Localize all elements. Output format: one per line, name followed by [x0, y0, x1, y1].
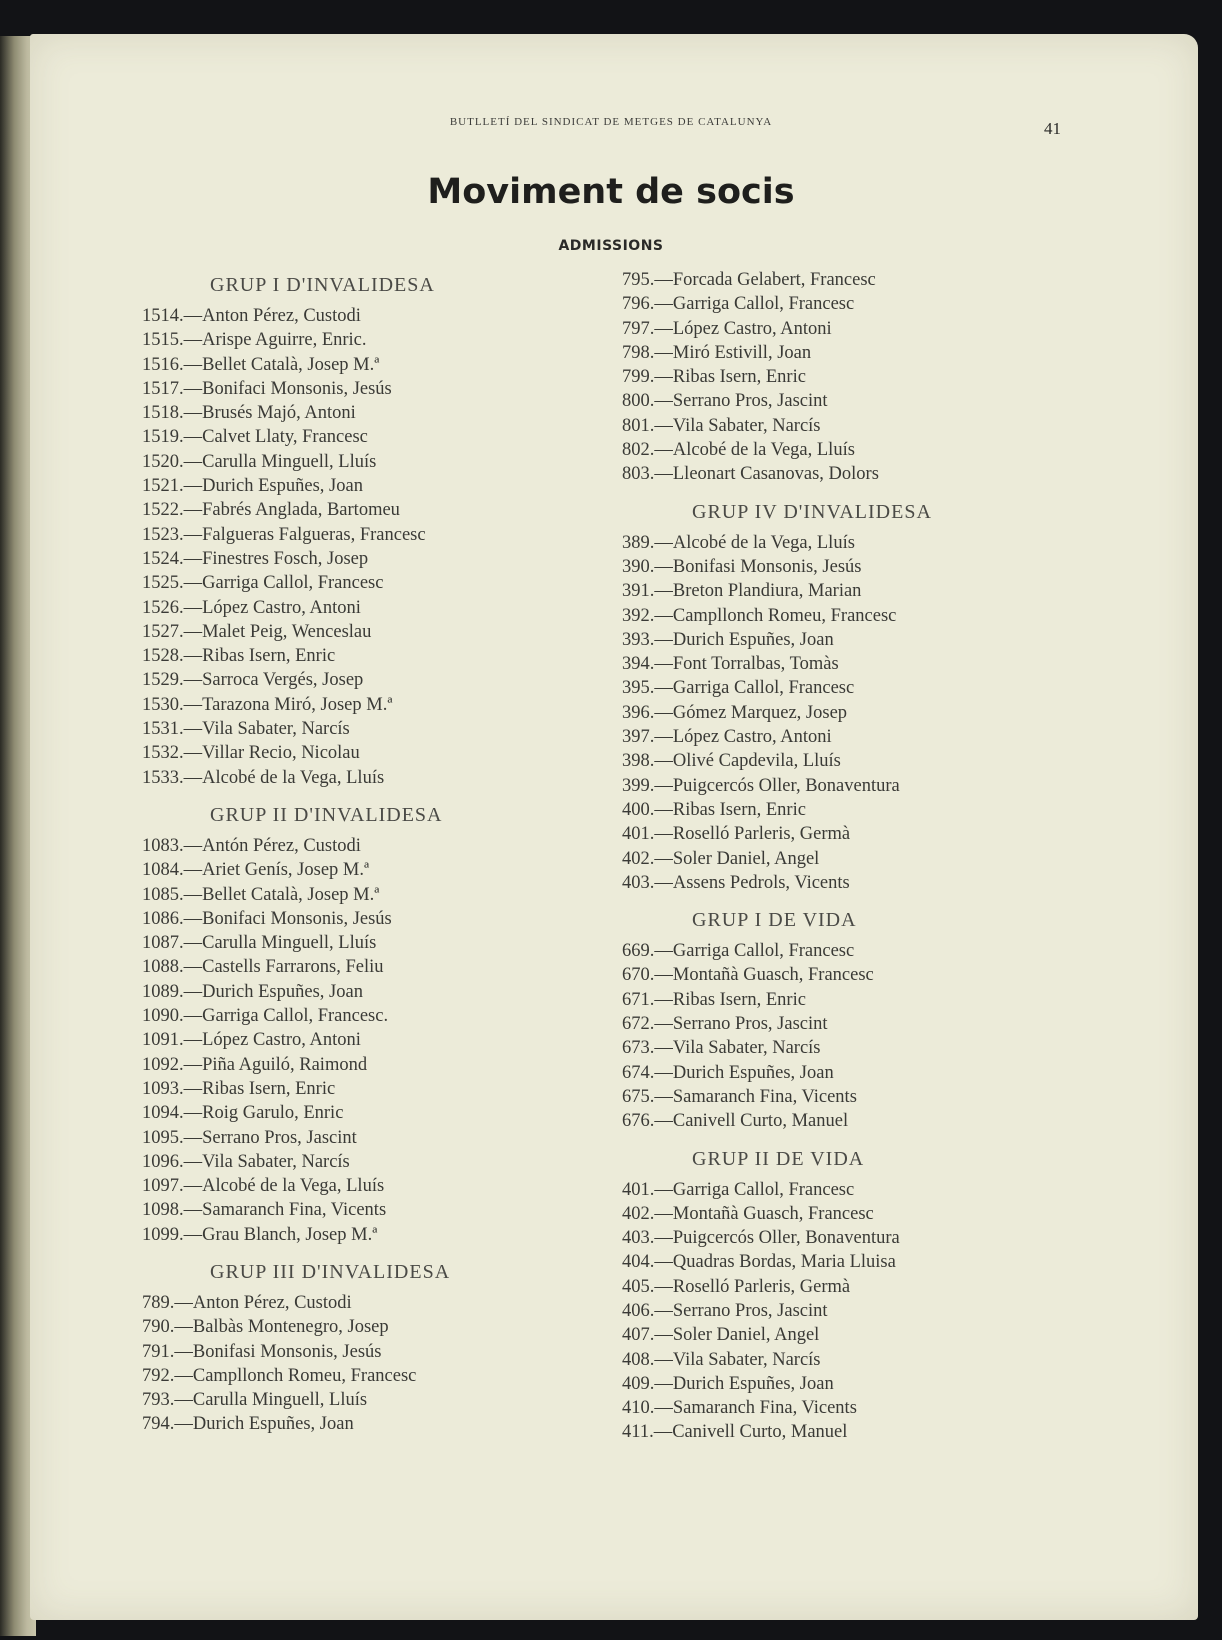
member-entry: 403.—Puigcercós Oller, Bonaventura: [622, 1228, 900, 1249]
member-entry: 798.—Miró Estivill, Joan: [622, 342, 812, 363]
member-entry: 409.—Durich Espuñes, Joan: [622, 1373, 834, 1394]
member-entry: 791.—Bonifasi Monsonis, Jesús: [142, 1341, 382, 1362]
member-group: [622, 495, 992, 895]
member-entry: 391.—Breton Plandiura, Marian: [622, 581, 862, 602]
member-entry: 1525.—Garriga Callol, Francesc: [142, 573, 384, 594]
member-entry: 1096.—Vila Sabater, Narcís: [142, 1151, 350, 1172]
member-entry: 672.—Serrano Pros, Jascint: [622, 1014, 828, 1035]
member-group: [622, 1142, 992, 1445]
member-entry: 408.—Vila Sabater, Narcís: [622, 1349, 821, 1370]
member-entry: 1085.—Bellet Català, Josep M.ª: [142, 884, 380, 905]
member-entry: 673.—Vila Sabater, Narcís: [622, 1038, 821, 1059]
member-entry: 407.—Soler Daniel, Angel: [622, 1325, 820, 1346]
member-entry: 404.—Quadras Bordas, Maria Lluisa: [622, 1252, 896, 1273]
member-entry: 402.—Soler Daniel, Angel: [622, 848, 820, 869]
member-entry: 1098.—Samaranch Fina, Vicents: [142, 1200, 387, 1221]
member-entry: 1526.—López Castro, Antoni: [142, 597, 361, 618]
member-entry: 674.—Durich Espuñes, Joan: [622, 1062, 834, 1083]
member-group: [142, 798, 512, 1247]
member-entry: 794.—Durich Espuñes, Joan: [142, 1414, 354, 1435]
member-entry: 394.—Font Torralbas, Tomàs: [622, 654, 839, 675]
member-entry: 406.—Serrano Pros, Jascint: [622, 1300, 828, 1321]
member-entry: 1514.—Anton Pérez, Custodi: [142, 306, 361, 326]
member-entry: 411.—Canivell Curto, Manuel: [622, 1422, 848, 1443]
member-entry: 1522.—Fabrés Anglada, Bartomeu: [142, 500, 400, 521]
group-title: GRUP III D'INVALIDESA: [210, 1260, 451, 1283]
member-entry: 400.—Ribas Isern, Enric: [622, 799, 806, 820]
group-title: GRUP II DE VIDA: [692, 1147, 865, 1170]
member-entry: 1532.—Villar Recio, Nicolau: [142, 743, 360, 764]
member-entry: 401.—Garriga Callol, Francesc: [622, 1179, 855, 1200]
member-entry: 1094.—Roig Garulo, Enric: [142, 1103, 344, 1124]
member-entry: 1097.—Alcobé de la Vega, Lluís: [142, 1176, 385, 1197]
member-entry: 1087.—Carulla Minguell, Lluís: [142, 933, 377, 954]
member-entry: 1519.—Calvet Llaty, Francesc: [142, 427, 368, 448]
right-column: [622, 268, 992, 1453]
member-entry: 675.—Samaranch Fina, Vicents: [622, 1086, 857, 1107]
member-entry: 1095.—Serrano Pros, Jascint: [142, 1127, 357, 1148]
member-entry: 669.—Garriga Callol, Francesc: [622, 941, 855, 962]
member-entry: 403.—Assens Pedrols, Vicents: [622, 872, 850, 893]
member-entry: 676.—Canivell Curto, Manuel: [622, 1111, 849, 1132]
member-entry: 1093.—Ribas Isern, Enric: [142, 1078, 336, 1099]
member-entry: 1531.—Vila Sabater, Narcís: [142, 719, 350, 740]
member-group: [142, 1255, 512, 1437]
member-entry: 392.—Campllonch Romeu, Francesc: [622, 605, 897, 626]
member-entry: 790.—Balbàs Montenegro, Josep: [142, 1317, 389, 1338]
member-entry: 1529.—Sarroca Vergés, Josep: [142, 670, 364, 691]
member-entry: 801.—Vila Sabater, Narcís: [622, 415, 821, 436]
member-entry: 671.—Ribas Isern, Enric: [622, 989, 806, 1010]
member-entry: 789.—Anton Pérez, Custodi: [142, 1292, 352, 1313]
member-entry: 1530.—Tarazona Miró, Josep M.ª: [142, 694, 393, 715]
member-entry: 1523.—Falgueras Falgueras, Francesc: [142, 524, 426, 545]
member-entry: 670.—Montañà Guasch, Francesc: [622, 965, 874, 986]
member-entry: 792.—Campllonch Romeu, Francesc: [142, 1365, 417, 1386]
member-entry: 1089.—Durich Espuñes, Joan: [142, 981, 363, 1002]
member-entry: 1086.—Bonifaci Monsonis, Jesús: [142, 908, 392, 929]
member-entry: 1099.—Grau Blanch, Josep M.ª: [142, 1224, 378, 1245]
section-subtitle: ADMISSIONS: [558, 238, 664, 254]
member-entry: 1515.—Arispe Aguirre, Enric.: [142, 330, 367, 351]
member-entry: 397.—López Castro, Antoni: [622, 727, 832, 748]
member-entry: 1533.—Alcobé de la Vega, Lluís: [142, 767, 385, 788]
group-title: GRUP II D'INVALIDESA: [210, 803, 443, 826]
member-entry: 401.—Roselló Parleris, Germà: [622, 824, 851, 845]
page-title: Moviment de socis: [427, 172, 795, 212]
member-entry: 803.—Lleonart Casanovas, Dolors: [622, 464, 879, 485]
member-entry: 1517.—Bonifaci Monsonis, Jesús: [142, 378, 392, 399]
group-title: GRUP IV D'INVALIDESA: [692, 500, 932, 523]
member-entry: 399.—Puigcercós Oller, Bonaventura: [622, 775, 900, 796]
running-head: BUTLLETÍ DEL SINDICAT DE METGES DE CATALUNYA: [449, 116, 773, 128]
member-entry: 799.—Ribas Isern, Enric: [622, 367, 806, 388]
member-entry: 1521.—Durich Espuñes, Joan: [142, 476, 363, 497]
page-number: 41: [1044, 119, 1061, 138]
member-entry: 405.—Roselló Parleris, Germà: [622, 1276, 851, 1297]
member-entry: 1083.—Antón Pérez, Custodi: [142, 835, 361, 856]
member-entry: 402.—Montañà Guasch, Francesc: [622, 1203, 874, 1224]
member-group: [622, 903, 992, 1133]
member-entry: 1527.—Malet Peig, Wenceslau: [142, 621, 372, 642]
member-entry: 395.—Garriga Callol, Francesc: [622, 678, 855, 699]
group-title: GRUP I D'INVALIDESA: [210, 274, 435, 296]
member-entry: 1092.—Piña Aguiló, Raimond: [142, 1054, 368, 1075]
member-entry: 797.—López Castro, Antoni: [622, 318, 832, 339]
member-entry: 410.—Samaranch Fina, Vicents: [622, 1398, 857, 1419]
member-entry: 389.—Alcobé de la Vega, Lluís: [622, 532, 855, 553]
member-entry: 796.—Garriga Callol, Francesc: [622, 294, 855, 315]
member-group: [622, 268, 992, 487]
member-entry: 1528.—Ribas Isern, Enric: [142, 646, 336, 667]
group-title: GRUP I DE VIDA: [692, 909, 857, 932]
member-entry: 396.—Gómez Marquez, Josep: [622, 702, 848, 723]
member-entry: 800.—Serrano Pros, Jascint: [622, 391, 828, 412]
member-entry: 1518.—Brusés Majó, Antoni: [142, 403, 356, 424]
member-entry: 1091.—López Castro, Antoni: [142, 1030, 361, 1051]
member-entry: 1516.—Bellet Català, Josep M.ª: [142, 354, 380, 375]
member-entry: 398.—Olivé Capdevila, Lluís: [622, 751, 841, 772]
member-entry: 793.—Carulla Minguell, Lluís: [142, 1390, 368, 1411]
left-column: [142, 268, 512, 1445]
member-entry: 802.—Alcobé de la Vega, Lluís: [622, 440, 855, 461]
member-entry: 1088.—Castells Farrarons, Feliu: [142, 957, 384, 978]
member-entry: 393.—Durich Espuñes, Joan: [622, 629, 834, 650]
member-entry: 1524.—Finestres Fosch, Josep: [142, 548, 369, 569]
member-entry: 795.—Forcada Gelabert, Francesc: [622, 270, 876, 290]
member-entry: 1084.—Ariet Genís, Josep M.ª: [142, 860, 370, 881]
member-entry: 390.—Bonifasi Monsonis, Jesús: [622, 556, 862, 577]
member-entry: 1520.—Carulla Minguell, Lluís: [142, 451, 377, 472]
member-entry: 1090.—Garriga Callol, Francesc.: [142, 1006, 389, 1027]
member-group: [142, 268, 512, 790]
